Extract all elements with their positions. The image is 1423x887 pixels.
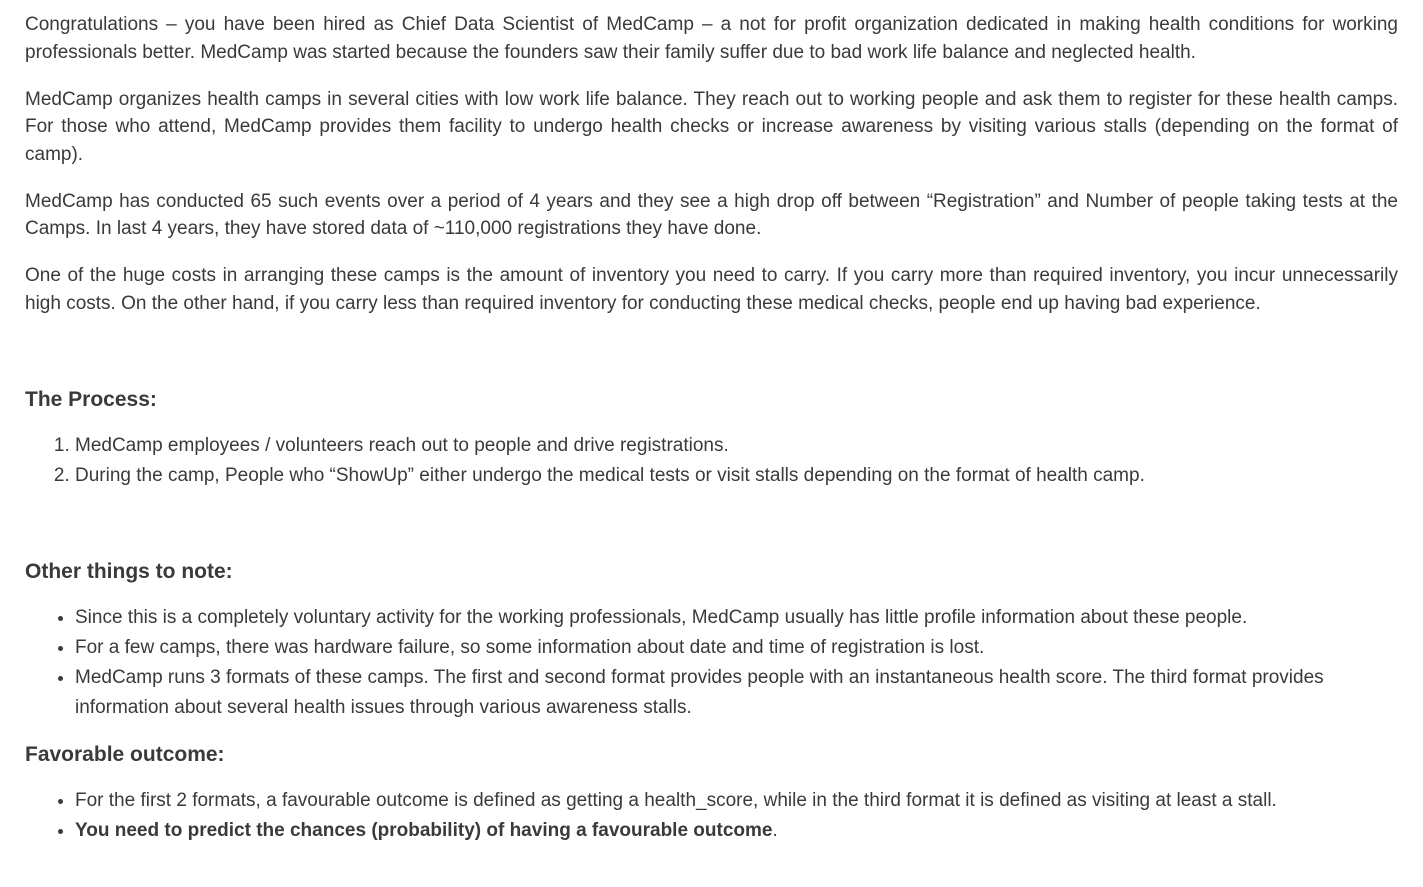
intro-paragraph: Congratulations – you have been hired as Chief Data Scientist of MedCamp – a not for profit organization dedicated in making health conditions for working professionals better. MedCamp was started because the founders saw their family suffer due to bad work life balance and neglected health. [25,14,1398,63]
process-list [25,431,1398,491]
list-item: 2. During the camp, People who “ShowUp” either undergo the medical tests or visit stalls depending on the format of health camp. [75,461,1398,491]
trailing-period: . [772,820,778,841]
list-item: 1. MedCamp employees / volunteers reach out to people and drive registrations. [75,431,1398,461]
list-item: • MedCamp runs 3 formats of these camps. The first and second format provides people with an instantaneous health score. The third format provides information about several health issues through various awareness stalls. [75,663,1398,723]
outcome-heading: Favorable outcome: [25,743,225,766]
list-item [75,816,1398,846]
outcome-list [25,786,1398,846]
process-heading: The Process: [25,388,157,411]
notes-heading: Other things to note: [25,560,233,583]
camps-paragraph: MedCamp organizes health camps in several cities with low work life balance. They reach out to working people and ask them to register for these health camps. For those who attend, MedCamp provides them facility to undergo health checks or increase awareness by visiting various stalls (depending on the format of camp). [25,88,1398,165]
notes-list [25,603,1398,723]
list-item: • Since this is a completely voluntary activity for the working professionals, MedCamp usually has little profile information about these people. [75,603,1398,633]
list-item: • For a few camps, there was hardware failure, so some information about date and time of registration is lost. [75,633,1398,663]
prediction-task-text: You need to predict the chances (probability) of having a favourable outcome [75,820,773,841]
inventory-paragraph: One of the huge costs in arranging these camps is the amount of inventory you need to carry. If you carry more than required inventory, you incur unnecessarily high costs. On the other hand, if you carry less than required inventory for conducting these medical checks, people end up having bad experience. [25,265,1398,314]
document-body [25,0,1398,846]
list-item: • For the first 2 formats, a favourable outcome is defined as getting a health_score, while in the third format it is defined as visiting at least a stall. [75,786,1398,816]
dropoff-paragraph: MedCamp has conducted 65 such events over a period of 4 years and they see a high drop off between “Registration” and Number of people taking tests at the Camps. In last 4 years, they have stored data of ~110,000 registrations they have done. [25,190,1398,239]
